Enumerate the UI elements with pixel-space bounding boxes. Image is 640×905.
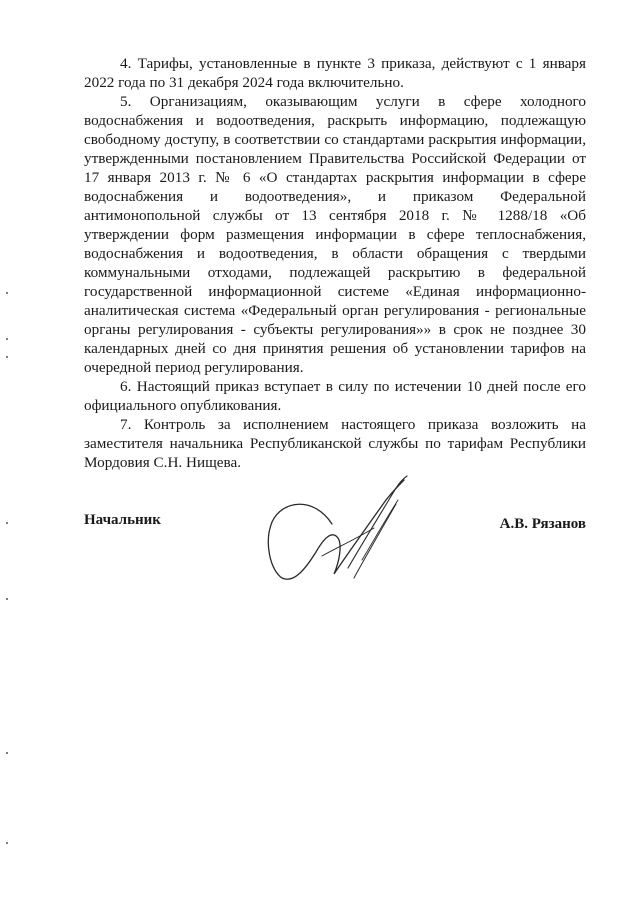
signer-name: А.В. Рязанов <box>499 516 586 532</box>
order-body <box>84 54 586 472</box>
handwritten-signature <box>262 474 412 592</box>
margin-mark <box>6 338 8 340</box>
margin-mark <box>6 842 8 844</box>
margin-mark <box>6 356 8 358</box>
paragraph-disclosure: 5. Организациям, оказывающим услуги в сфере холодного водоснабжения и водоотведения, раскрыть информацию, подлежащую свободному доступу, в соответствии со стандартами раскрытия информации, утвержденными постановлением Правительства Российской Федерации от 17 января 2013 г. № 6 «О стандартах раскрытия информации в сфере водоснабжения и водоотведения», и приказом Федеральной антимонопольной службы от 13 сентября 2018 г. № 1288/18 «Об утверждении форм размещения информации в сфере теплоснабжения, водоснабжения и водоотведения, в области обращения с твердыми коммунальными отходами, подлежащей раскрытию в федеральной государственной информационной системе «Единая информационно-аналитическая система «Федеральный орган регулирования - региональные органы регулирования - субъекты регулирования»» в срок не позднее 30 календарных дней со дня принятия решения об установлении тарифов на очередной период регулирования. <box>84 93 586 376</box>
scan-margin-marks <box>0 0 16 905</box>
margin-mark <box>6 522 8 524</box>
signer-title: Начальник <box>84 512 161 528</box>
paragraph-tariff-period: 4. Тарифы, установленные в пункте 3 приказа, действуют с 1 января 2022 года по 31 декабря 2024 года включительно. <box>84 55 586 91</box>
paragraph-effective-date: 6. Настоящий приказ вступает в силу по истечении 10 дней после его официального опубликования. <box>84 378 586 414</box>
margin-mark <box>6 292 8 294</box>
margin-mark <box>6 598 8 600</box>
paragraph-control: 7. Контроль за исполнением настоящего приказа возложить на заместителя начальника Республиканской службы по тарифам Республики Мордовия С.Н. Нищева. <box>84 416 586 471</box>
margin-mark <box>6 752 8 754</box>
